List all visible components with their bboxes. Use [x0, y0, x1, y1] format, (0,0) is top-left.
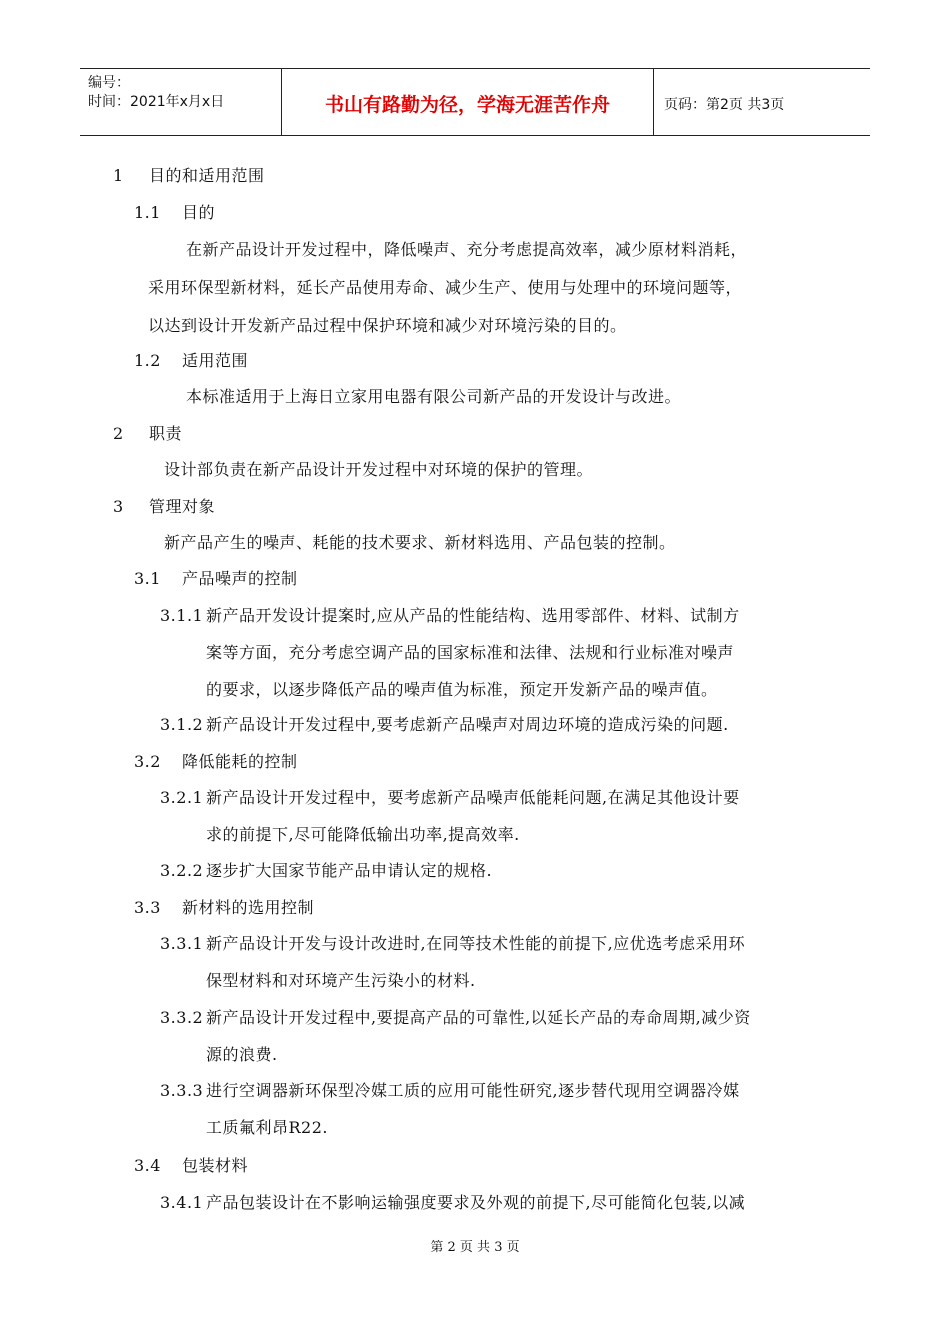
paragraph-line: 的要求，以逐步降低产品的噪声值为标准，预定开发新产品的噪声值。	[206, 680, 718, 699]
number-label: 编号：	[88, 75, 130, 91]
page-info: 页码：第2页 共3页	[664, 97, 785, 113]
header-meta-cell	[80, 69, 282, 135]
section-number: 3.3	[134, 898, 161, 917]
clause-text: 产品包装设计在不影响运输强度要求及外观的前提下,尽可能简化包装,以减	[206, 1193, 746, 1212]
clause-text: 新产品设计开发过程中,要提高产品的可靠性,以延长产品的寿命周期,减少资	[206, 1008, 751, 1027]
clause-number: 3.3.1	[160, 934, 204, 953]
clause-number: 3.4.1	[160, 1193, 204, 1212]
paragraph-line: 源的浪费.	[206, 1045, 278, 1064]
section-number: 3.4	[134, 1156, 161, 1175]
clause-text: 新产品设计开发过程中,要考虑新产品噪声对周边环境的造成污染的问题.	[206, 715, 729, 734]
section-number: 2	[113, 424, 124, 443]
section-heading	[113, 494, 215, 517]
paragraph-line: 新产品产生的噪声、耗能的技术要求、新材料选用、产品包装的控制。	[164, 533, 676, 552]
clause-text: 新产品设计开发与设计改进时,在同等技术性能的前提下,应优选考虑采用环	[206, 934, 746, 953]
paragraph-line: 本标准适用于上海日立家用电器有限公司新产品的开发设计与改进。	[186, 387, 682, 406]
paragraph-line: 求的前提下,尽可能降低输出功率,提高效率.	[206, 825, 520, 844]
clause-line	[160, 1190, 745, 1213]
subsection-heading	[134, 348, 248, 371]
subsection-heading	[134, 895, 314, 918]
clause-line	[160, 712, 729, 735]
section-title: 职责	[149, 424, 183, 443]
section-title: 降低能耗的控制	[182, 752, 298, 771]
section-heading	[113, 163, 265, 186]
paragraph-line: 工质氟利昂R22.	[206, 1118, 328, 1137]
paragraph-line: 在新产品设计开发过程中，降低噪声、充分考虑提高效率，减少原材料消耗，	[186, 240, 748, 259]
section-number: 3.2	[134, 752, 161, 771]
section-number: 1	[113, 166, 124, 185]
paragraph-line: 以达到设计开发新产品过程中保护环境和减少对环境污染的目的。	[148, 316, 627, 335]
section-title: 目的和适用范围	[149, 166, 265, 185]
section-number: 1.2	[134, 351, 161, 370]
clause-number: 3.3.3	[160, 1081, 204, 1100]
subsection-heading	[134, 749, 298, 772]
section-heading	[113, 421, 182, 444]
subsection-heading	[134, 200, 215, 223]
page-footer: 第 2 页 共 3 页	[430, 1240, 520, 1255]
clause-number: 3.3.2	[160, 1008, 204, 1027]
clause-text: 进行空调器新环保型冷媒工质的应用可能性研究,逐步替代现用空调器冷媒	[206, 1081, 740, 1100]
subsection-heading	[134, 1153, 248, 1176]
section-title: 目的	[182, 203, 216, 222]
document-header	[80, 68, 870, 136]
section-number: 3	[113, 497, 124, 516]
subsection-heading	[134, 566, 298, 589]
time-label: 时间：2021年x月x日	[88, 94, 225, 110]
header-motto-cell	[282, 69, 654, 135]
paragraph-line: 设计部负责在新产品设计开发过程中对环境的保护的管理。	[164, 460, 594, 479]
paragraph-line: 采用环保型新材料，延长产品使用寿命、减少生产、使用与处理中的环境问题等，	[148, 278, 743, 297]
section-title: 包装材料	[182, 1156, 249, 1175]
section-title: 新材料的选用控制	[182, 898, 315, 917]
clause-number: 3.2.2	[160, 861, 204, 880]
section-title: 管理对象	[149, 497, 216, 516]
section-title: 产品噪声的控制	[182, 569, 298, 588]
clause-text: 逐步扩大国家节能产品申请认定的规格.	[206, 861, 493, 880]
section-number: 3.1	[134, 569, 161, 588]
clause-number: 3.1.1	[160, 606, 204, 625]
clause-text: 新产品设计开发过程中，要考虑新产品噪声低能耗问题,在满足其他设计要	[206, 788, 740, 807]
section-number: 1.1	[134, 203, 161, 222]
clause-number: 3.1.2	[160, 715, 204, 734]
clause-line	[160, 1078, 740, 1101]
header-page-cell	[654, 69, 870, 135]
clause-line	[160, 785, 740, 808]
paragraph-line: 保型材料和对环境产生污染小的材料.	[206, 971, 476, 990]
clause-line	[160, 858, 492, 881]
clause-line	[160, 1005, 751, 1028]
clause-line	[160, 603, 740, 626]
clause-line	[160, 931, 745, 954]
paragraph-line: 案等方面，充分考虑空调产品的国家标准和法律、法规和行业标准对噪声	[206, 643, 735, 662]
clause-text: 新产品开发设计提案时,应从产品的性能结构、选用零部件、材料、试制方	[206, 606, 740, 625]
clause-number: 3.2.1	[160, 788, 204, 807]
section-title: 适用范围	[182, 351, 249, 370]
motto-text: 书山有路勤为径，学海无涯苦作舟	[324, 94, 610, 116]
